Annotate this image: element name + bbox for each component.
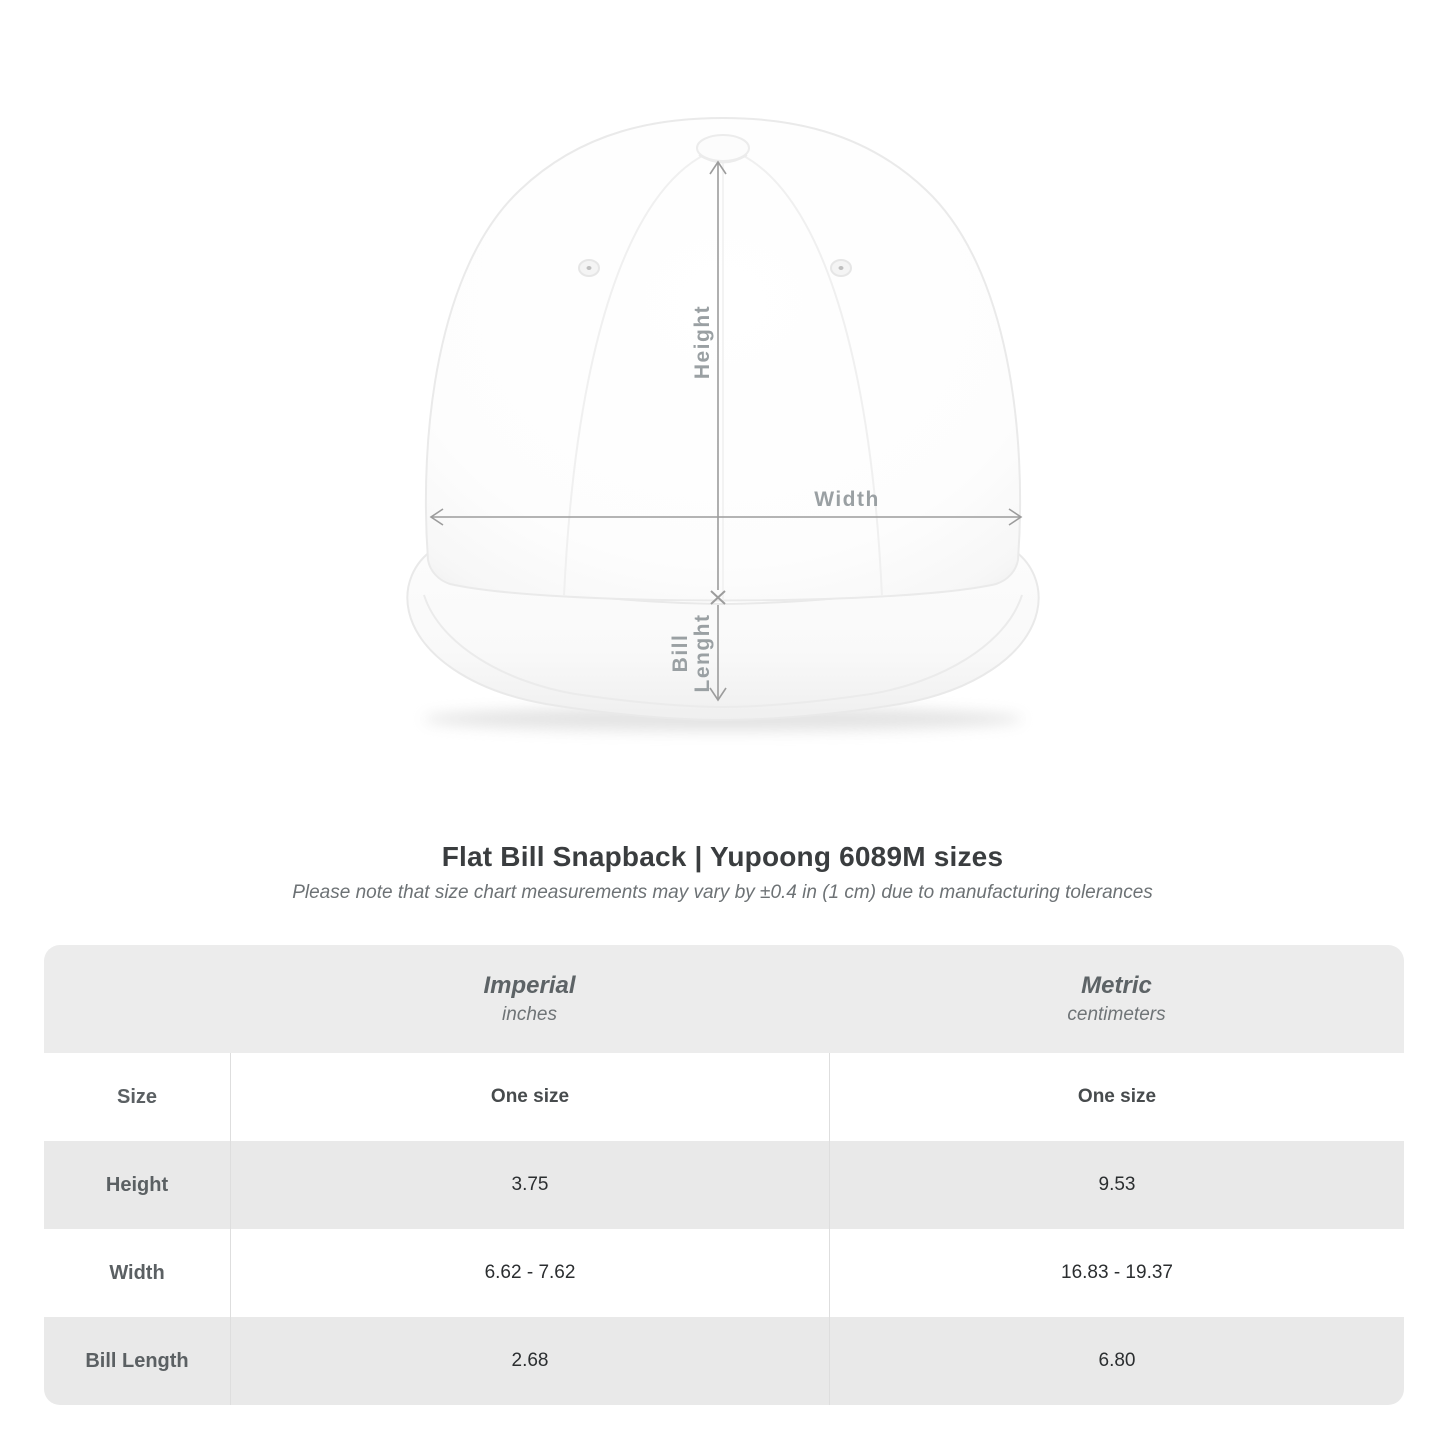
- metric-header-title: Metric: [1081, 972, 1152, 999]
- table-header: [44, 945, 1404, 1053]
- height-label: Height: [691, 304, 714, 380]
- row-label: Height: [105, 1173, 169, 1196]
- right-eyelet: [831, 260, 851, 276]
- table-row-size: [44, 1053, 1404, 1141]
- imperial-header-unit: inches: [502, 1004, 557, 1025]
- size-chart-table: [44, 945, 1404, 1405]
- metric-value: 16.83 - 19.37: [829, 1229, 1404, 1317]
- bill-length-label-line1: Bill: [669, 633, 692, 673]
- metric-value: 9.53: [829, 1141, 1404, 1229]
- imperial-header-title: Imperial: [483, 972, 576, 999]
- imperial-value: 6.62 - 7.62: [230, 1229, 829, 1317]
- row-label: Size: [116, 1085, 158, 1108]
- imperial-value: 2.68: [230, 1317, 829, 1405]
- table-row-width: [44, 1229, 1404, 1317]
- row-label: Width: [109, 1261, 165, 1284]
- tolerance-note: Please note that size chart measurements may vary by ±0.4 in (1 cm) due to manufacturing tolerances: [292, 882, 1153, 903]
- row-label: Bill Length: [85, 1349, 189, 1372]
- imperial-value: 3.75: [230, 1141, 829, 1229]
- hat-crown: [426, 118, 1020, 601]
- heading-block: [0, 841, 1445, 904]
- bill-length-label-line2: Lenght: [691, 613, 714, 693]
- metric-header: [829, 972, 1404, 1026]
- left-eyelet: [579, 260, 599, 276]
- table-row-height: [44, 1141, 1404, 1229]
- table-row-bill-length: [44, 1317, 1404, 1405]
- imperial-header: [230, 972, 829, 1026]
- metric-value: 6.80: [829, 1317, 1404, 1405]
- metric-value: One size: [829, 1053, 1404, 1141]
- width-label: Width: [814, 488, 880, 511]
- imperial-value: One size: [230, 1053, 829, 1141]
- page-title: Flat Bill Snapback | Yupoong 6089M sizes: [441, 841, 1004, 872]
- metric-header-unit: centimeters: [1067, 1004, 1166, 1025]
